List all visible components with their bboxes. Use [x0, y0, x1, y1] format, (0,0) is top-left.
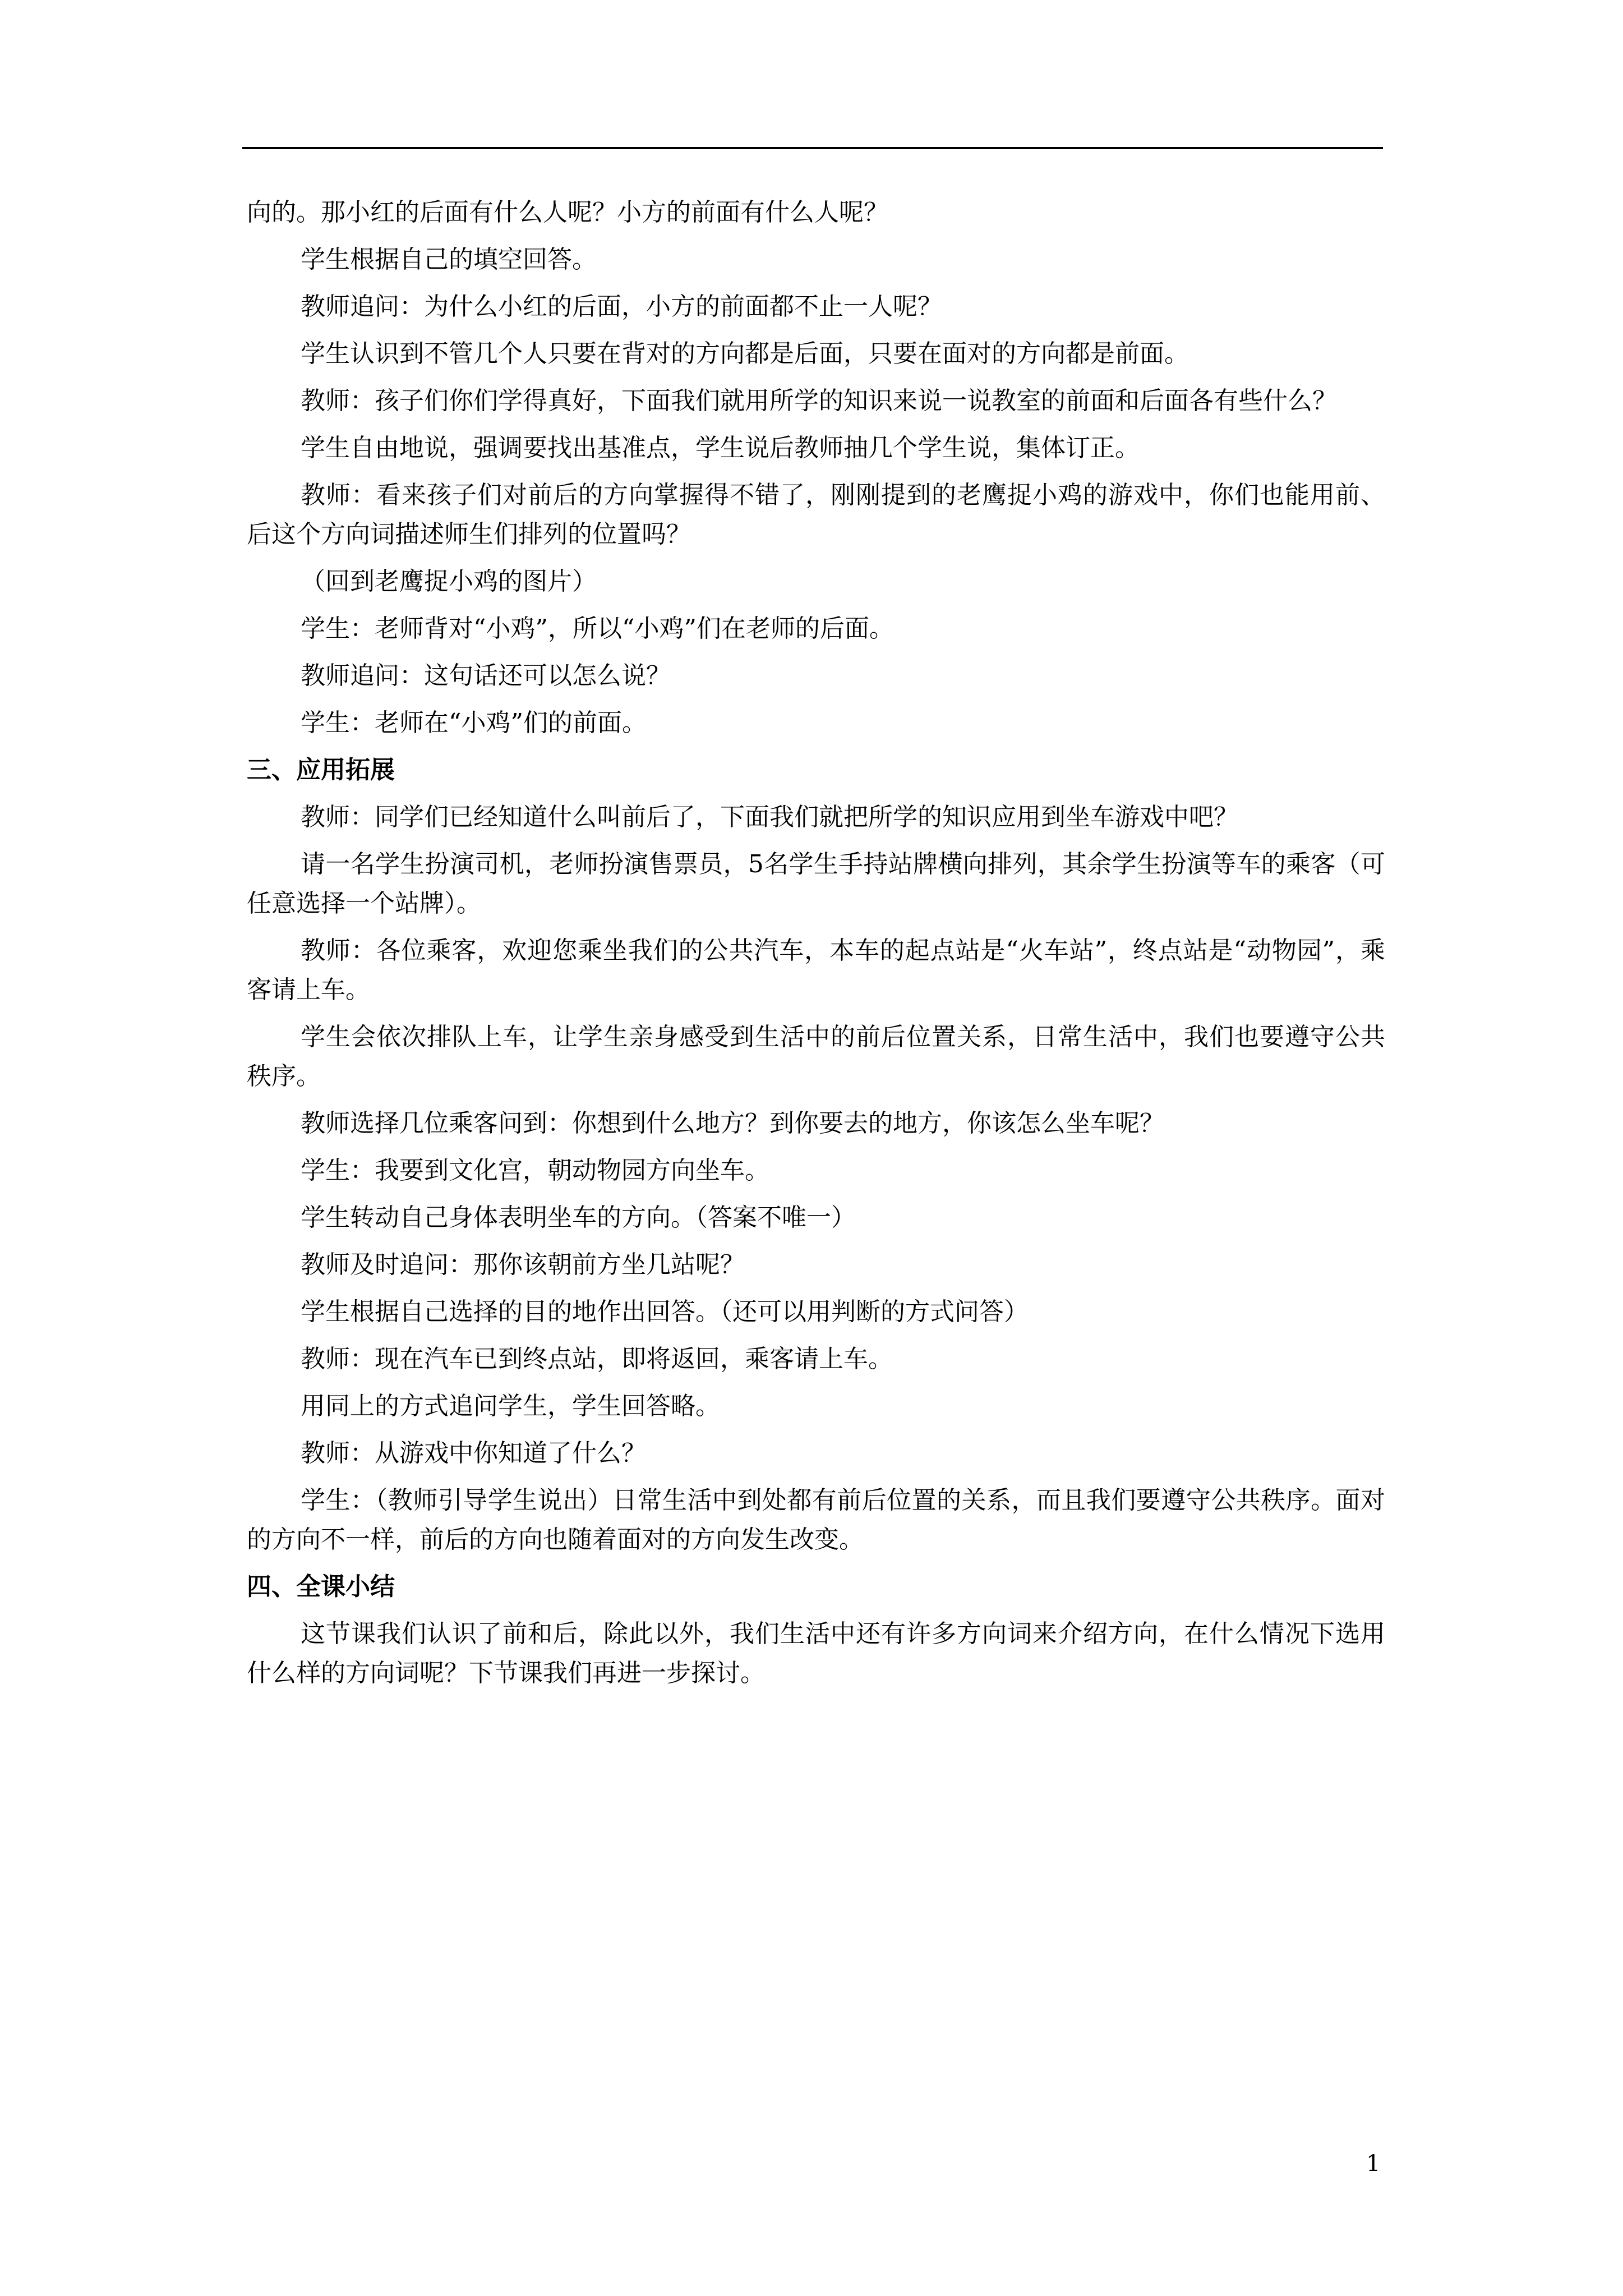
- paragraph: 教师追问：这句话还可以怎么说？: [301, 661, 671, 690]
- paragraph: 学生自由地说，强调要找出基准点，学生说后教师抽几个学生说，集体订正。: [301, 434, 1140, 462]
- paragraph: 教师：现在汽车已到终点站，即将返回，乘客请上车。: [301, 1345, 893, 1373]
- paragraph: 教师：看来孩子们对前后的方向掌握得不错了，刚刚提到的老鹰捉小鸡的游戏中，你们也能用前、后这个方向词描述师生们排列的位置吗？: [247, 481, 1385, 549]
- paragraph: 请一名学生扮演司机，老师扮演售票员，5名学生手持站牌横向排列，其余学生扮演等车的乘客（可任意选择一个站牌）。: [247, 850, 1385, 918]
- paragraph: 教师追问：为什么小红的后面，小方的前面都不止一人呢？: [301, 292, 942, 321]
- paragraph: 教师：各位乘客，欢迎您乘坐我们的公共汽车，本车的起点站是“火车站”，终点站是“动物园”，乘客请上车。: [247, 936, 1385, 1004]
- paragraph: 向的。那小红的后面有什么人呢？小方的前面有什么人呢？: [247, 198, 888, 227]
- paragraph: 这节课我们认识了前和后，除此以外，我们生活中还有许多方向词来介绍方向，在什么情况下选用什么样的方向词呢？下节课我们再进一步探讨。: [247, 1619, 1385, 1687]
- paragraph: （回到老鹰捉小鸡的图片）: [301, 567, 597, 596]
- paragraph: 学生会依次排队上车，让学生亲身感受到生活中的前后位置关系，日常生活中，我们也要遵守公共秩序。: [247, 1023, 1385, 1091]
- paragraph: 教师及时追问：那你该朝前方坐几站呢？: [301, 1250, 745, 1279]
- paragraph: 教师：孩子们你们学得真好，下面我们就用所学的知识来说一说教室的前面和后面各有些什么？: [301, 386, 1337, 415]
- document-body: [247, 193, 1385, 1701]
- paragraph: 学生：老师背对“小鸡”，所以“小鸡”们在老师的后面。: [301, 614, 894, 643]
- paragraph: 学生转动自己身体表明坐车的方向。（答案不唯一）: [301, 1203, 856, 1232]
- section-heading: 三、应用拓展: [247, 756, 395, 784]
- page-number: 1: [1366, 2151, 1381, 2177]
- paragraph: 学生根据自己的填空回答。: [301, 245, 597, 274]
- paragraph: 学生：老师在“小鸡”们的前面。: [301, 708, 647, 737]
- paragraph: 教师选择几位乘客问到：你想到什么地方？到你要去的地方，你该怎么坐车呢？: [301, 1109, 1164, 1138]
- paragraph: 学生：我要到文化宫，朝动物园方向坐车。: [301, 1156, 769, 1185]
- header-rule: [242, 147, 1383, 149]
- section-heading: 四、全课小结: [247, 1572, 395, 1601]
- paragraph: 用同上的方式追问学生，学生回答略。: [301, 1392, 720, 1420]
- paragraph: 学生：（教师引导学生说出）日常生活中到处都有前后位置的关系，而且我们要遵守公共秩序。面对的方向不一样，前后的方向也随着面对的方向发生改变。: [247, 1486, 1385, 1554]
- paragraph: 教师：从游戏中你知道了什么？: [301, 1439, 646, 1467]
- paragraph: 学生认识到不管几个人只要在背对的方向都是后面，只要在面对的方向都是前面。: [301, 339, 1189, 368]
- paragraph: 学生根据自己选择的目的地作出回答。（还可以用判断的方式问答）: [301, 1297, 1029, 1326]
- paragraph: 教师：同学们已经知道什么叫前后了，下面我们就把所学的知识应用到坐车游戏中吧？: [301, 803, 1238, 831]
